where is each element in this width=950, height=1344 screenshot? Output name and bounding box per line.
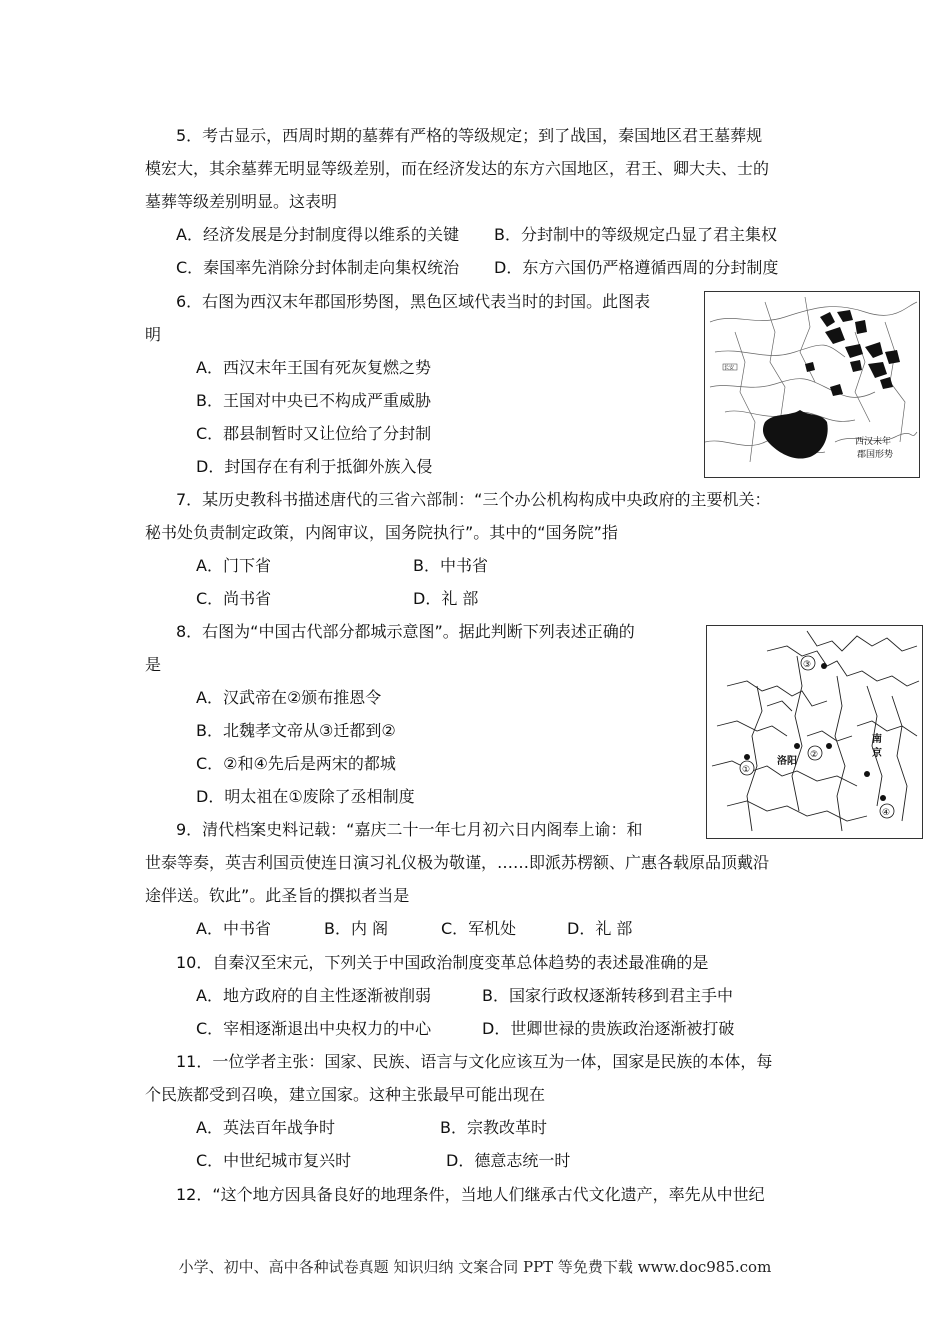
q7-stem-line-1: 7．某历史教科书描述唐代的三省六部制：“三个办公机构构成中央政府的主要机关： [176, 490, 771, 509]
q10-option-c: C．宰相逐渐退出中央权力的中心 [196, 1019, 432, 1038]
q8-option-c: C．②和④先后是两宋的都城 [196, 754, 396, 773]
q9-stem-line-2: 世泰等奏，英吉利国贡使连日演习礼仪极为敬谨，……即派苏楞额、广惠各载原品顶戴沿 [145, 853, 770, 872]
q8-stem-line-2: 是 [145, 655, 162, 674]
q9-stem-line-3: 途伴送。钦此”。此圣旨的撰拟者当是 [145, 886, 410, 905]
q9-option-c: C．军机处 [441, 919, 517, 938]
q9-option-d: D．礼 部 [567, 919, 633, 938]
q8-stem-line-1: 8．右图为“中国古代部分都城示意图”。据此判断下列表述正确的 [176, 622, 635, 641]
map-q8-marker-3: ③ [803, 660, 812, 670]
q7-option-a: A．门下省 [196, 556, 271, 575]
q9-option-b: B．内 阁 [324, 919, 389, 938]
q11-option-d: D．德意志统一时 [446, 1151, 571, 1170]
q7-stem-line-2: 秘书处负责制定政策，内阁审议，国务院执行”。其中的“国务院”指 [145, 523, 618, 542]
map-q8-city-luoyang: 洛阳 [777, 756, 797, 767]
map-q6-graphic [705, 292, 919, 477]
q11-stem-line-1: 11．一位学者主张：国家、民族、语言与文化应该互为一体，国家是民族的本体，每 [176, 1052, 773, 1071]
q6-option-a: A．西汉末年王国有死灰复燃之势 [196, 358, 431, 377]
q12-stem-line-1: 12．“这个地方因具备良好的地理条件，当地人们继承古代文化遗产，率先从中世纪 [176, 1185, 765, 1204]
page-footer: 小学、初中、高中各种试卷真题 知识归纳 文案合同 PPT 等免费下载 www.doc985.com [178, 1258, 772, 1276]
q7-option-d: D．礼 部 [413, 589, 479, 608]
q10-stem-line-1: 10．自秦汉至宋元，下列关于中国政治制度变革总体趋势的表述最准确的是 [176, 953, 709, 972]
q5-option-a: A．经济发展是分封制度得以维系的关键 [176, 225, 459, 244]
q11-option-a: A．英法百年战争时 [196, 1118, 335, 1137]
q7-option-b: B．中书省 [413, 556, 488, 575]
q6-stem-line-1: 6．右图为西汉末年郡国形势图，黑色区域代表当时的封国。此图表 [176, 292, 651, 311]
q10-option-a: A．地方政府的自主性逐渐被削弱 [196, 986, 431, 1005]
q6-option-c: C．郡县制暂时又让位给了分封制 [196, 424, 432, 443]
map-q8-marker-1: ① [742, 765, 751, 775]
q11-option-c: C．中世纪城市复兴时 [196, 1151, 352, 1170]
q5-stem-line-1: 5．考古显示，西周时期的墓葬有严格的等级规定；到了战国，秦国地区君王墓葬规 [176, 126, 763, 145]
q5-option-c: C．秦国率先消除分封体制走向集权统治 [176, 258, 460, 277]
map-q8-graphic [707, 626, 922, 838]
q9-option-a: A．中书省 [196, 919, 271, 938]
q5-stem-line-2: 模宏大，其余墓葬无明显等级差别，而在经济发达的东方六国地区，君王、卿大夫、士的 [145, 159, 770, 178]
q8-option-d: D．明太祖在①废除了丞相制度 [196, 787, 415, 806]
q9-stem-line-1: 9．清代档案史料记载：“嘉庆二十一年七月初六日内阁奉上谕：和 [176, 820, 643, 839]
map-q8-city-nanjing-2: 京 [872, 748, 882, 759]
map-q8-city-nanjing-1: 南 [872, 734, 882, 745]
q11-option-b: B．宗教改革时 [440, 1118, 547, 1137]
q7-option-c: C．尚书省 [196, 589, 272, 608]
q5-stem-line-3: 墓葬等级差别明显。这表明 [145, 192, 338, 211]
q11-stem-line-2: 个民族都受到召唤，建立国家。这种主张最早可能出现在 [145, 1085, 546, 1104]
q5-option-b: B．分封制中的等级规定凸显了君主集权 [494, 225, 777, 244]
western-han-commanderies-map [704, 291, 920, 478]
q6-stem-line-2: 明 [145, 325, 162, 344]
map-q6-small-label: 长安 [724, 365, 735, 371]
map-q6-caption-2: 郡国形势 [857, 450, 894, 460]
q5-option-d: D．东方六国仍严格遵循西周的分封制度 [494, 258, 779, 277]
q8-option-b: B．北魏孝文帝从③迁都到② [196, 721, 396, 740]
q6-option-b: B．王国对中央已不构成严重威胁 [196, 391, 431, 410]
q10-option-d: D．世卿世禄的贵族政治逐渐被打破 [482, 1019, 735, 1038]
map-q6-caption-1: 西汉末年 [855, 437, 892, 447]
q8-option-a: A．汉武帝在②颁布推恩令 [196, 688, 382, 707]
map-q8-marker-2: ② [810, 750, 819, 760]
map-q8-marker-4: ④ [882, 808, 891, 818]
ancient-capitals-map [706, 625, 923, 839]
q6-option-d: D．封国存在有利于抵御外族入侵 [196, 457, 433, 476]
q10-option-b: B．国家行政权逐渐转移到君主手中 [482, 986, 733, 1005]
